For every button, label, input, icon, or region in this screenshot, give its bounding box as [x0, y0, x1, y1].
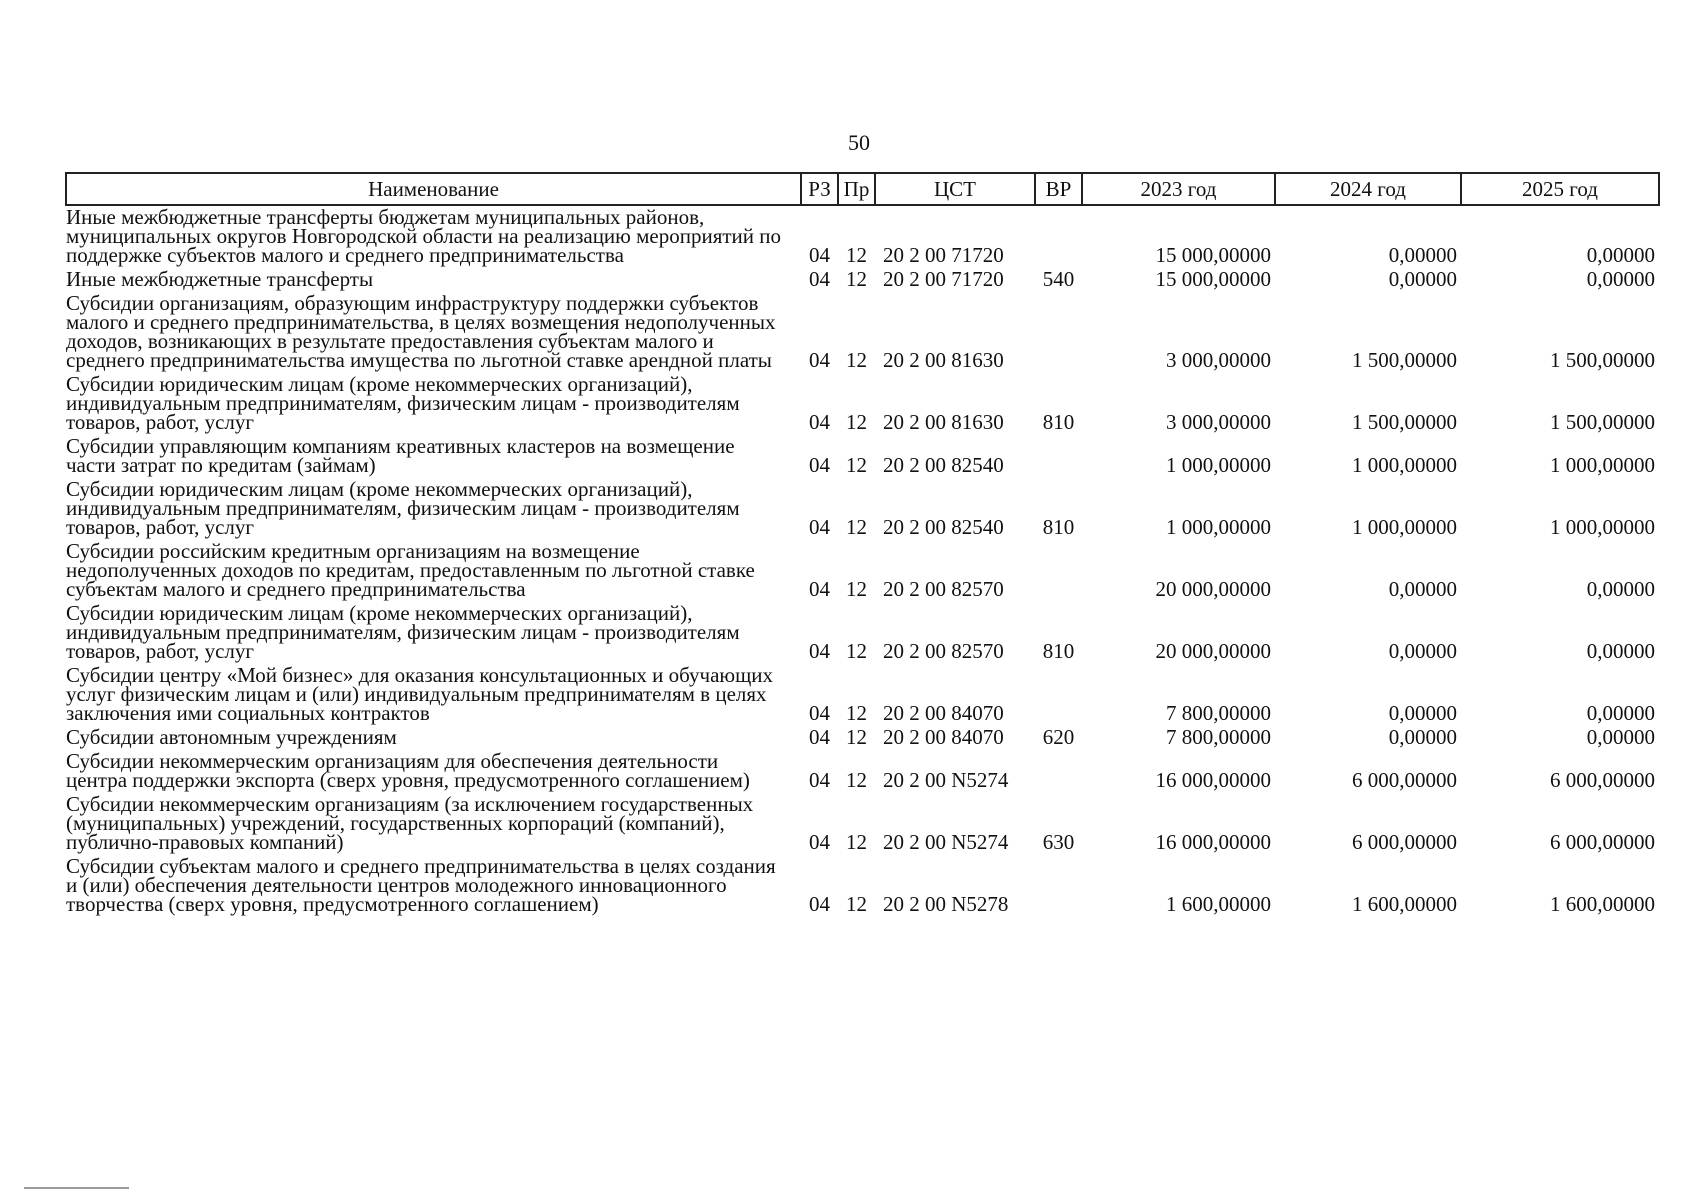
cell-year-2025: 6 000,00000: [1550, 768, 1655, 792]
cell-year-2023: 7 800,00000: [1166, 725, 1271, 749]
cell-cst: 20 2 00 81630: [883, 348, 1004, 372]
cell-rz: 04: [809, 453, 830, 477]
cell-pr: 12: [846, 639, 867, 663]
header-row: [66, 173, 1659, 205]
cell-cst: 20 2 00 84070: [883, 725, 1004, 749]
cell-name: Субсидии юридическим лицам (кроме некоммерческих организаций), индивидуальным предпринимателям, физическим лицам - производителям товаров, работ, услуг: [66, 372, 740, 434]
cell-year-2024: 6 000,00000: [1352, 830, 1457, 854]
cell-rz: 04: [809, 243, 830, 267]
cell-cst: 20 2 00 71720: [883, 243, 1004, 267]
cell-cst: 20 2 00 N5274: [883, 830, 1009, 854]
table-row: [66, 373, 1659, 435]
cell-pr: 12: [846, 892, 867, 916]
cell-pr: 12: [846, 410, 867, 434]
cell-year-2023: 3 000,00000: [1166, 410, 1271, 434]
cell-cst: 20 2 00 82540: [883, 515, 1004, 539]
cell-vr: 630: [1042, 830, 1075, 854]
cell-year-2023: 20 000,00000: [1155, 577, 1271, 601]
cell-pr: 12: [846, 577, 867, 601]
cell-year-2024: 0,00000: [1388, 639, 1457, 663]
cell-pr: 12: [846, 267, 867, 291]
cell-year-2025: 0,00000: [1586, 243, 1655, 267]
cell-rz: 04: [809, 348, 830, 372]
cell-year-2024: 1 000,00000: [1352, 453, 1457, 477]
cell-year-2025: 1 600,00000: [1550, 892, 1655, 916]
cell-name: Субсидии субъектам малого и среднего предпринимательства в целях создания и (или) обеспечения деятельности центров молодежного инновационного творчества (сверх уровня, предусмотренного соглашением): [66, 854, 776, 916]
cell-year-2024: 0,00000: [1388, 701, 1457, 725]
cell-year-2023: 3 000,00000: [1166, 348, 1271, 372]
cell-year-2024: 0,00000: [1388, 725, 1457, 749]
table-row: [66, 750, 1659, 793]
header-rz: РЗ: [801, 173, 838, 205]
cell-year-2025: 1 500,00000: [1550, 410, 1655, 434]
cell-name: Субсидии некоммерческим организациям для обеспечения деятельности центра поддержки экспорта (сверх уровня, предусмотренного соглашением): [66, 749, 750, 792]
header-name: Наименование: [66, 173, 801, 205]
cell-year-2023: 20 000,00000: [1155, 639, 1271, 663]
cell-year-2025: 1 000,00000: [1550, 515, 1655, 539]
cell-name: Субсидии автономным учреждениям: [66, 725, 397, 749]
cell-name: Иные межбюджетные трансферты бюджетам муниципальных районов, муниципальных округов Новгородской области на реализацию мероприятий по поддержке субъектов малого и среднего предпринимательства: [66, 205, 781, 267]
cell-pr: 12: [846, 701, 867, 725]
cell-rz: 04: [809, 577, 830, 601]
cell-rz: 04: [809, 768, 830, 792]
table-row: [66, 793, 1659, 855]
cell-name: Субсидии центру «Мой бизнес» для оказания консультационных и обучающих услуг физическим лицам и (или) индивидуальным предпринимателям в целях заключения ими социальных контрактов: [66, 663, 774, 725]
cell-vr: 810: [1042, 515, 1075, 539]
table-body: [66, 205, 1659, 917]
cell-year-2023: 16 000,00000: [1155, 830, 1271, 854]
cell-pr: 12: [846, 830, 867, 854]
header-year-2024: 2024 год: [1275, 173, 1461, 205]
cell-cst: 20 2 00 71720: [883, 267, 1004, 291]
cell-cst: 20 2 00 81630: [883, 410, 1004, 434]
cell-year-2024: 1 000,00000: [1352, 515, 1457, 539]
cell-vr: 620: [1042, 725, 1075, 749]
budget-table: [65, 172, 1660, 917]
cell-pr: 12: [846, 348, 867, 372]
cell-rz: 04: [809, 639, 830, 663]
cell-year-2025: 0,00000: [1586, 639, 1655, 663]
cell-year-2023: 15 000,00000: [1155, 267, 1271, 291]
header-year-2023: 2023 год: [1082, 173, 1275, 205]
cell-rz: 04: [809, 410, 830, 434]
cell-vr: [1035, 855, 1082, 917]
table-row: [66, 726, 1659, 750]
cell-name: Субсидии российским кредитным организациям на возмещение недополученных доходов по кредитам, предоставленным по льготной ставке субъектам малого и среднего предпринимательства: [66, 539, 755, 601]
cell-year-2024: 0,00000: [1388, 267, 1457, 291]
cell-cst: 20 2 00 84070: [883, 701, 1004, 725]
cell-year-2024: 6 000,00000: [1352, 768, 1457, 792]
table-row: [66, 478, 1659, 540]
table-row: [66, 664, 1659, 726]
table-row: [66, 540, 1659, 602]
header-pr: Пр: [838, 173, 875, 205]
table-row: [66, 268, 1659, 292]
cell-vr: 810: [1042, 639, 1075, 663]
cell-name: Субсидии организациям, образующим инфраструктуру поддержки субъектов малого и среднего предпринимательства, в целях возмещения недополученных доходов, возникающих в результате предоставления субъектам малого и среднего предпринимательства имущества по льготной ставке арендной платы: [66, 291, 776, 372]
header-year-2025: 2025 год: [1461, 173, 1659, 205]
cell-vr: 540: [1042, 267, 1075, 291]
cell-cst: 20 2 00 82570: [883, 639, 1004, 663]
cell-vr: [1035, 664, 1082, 726]
cell-name: Субсидии юридическим лицам (кроме некоммерческих организаций), индивидуальным предпринимателям, физическим лицам - производителям товаров, работ, услуг: [66, 601, 740, 663]
cell-year-2025: 6 000,00000: [1550, 830, 1655, 854]
cell-pr: 12: [846, 725, 867, 749]
cell-name: Субсидии юридическим лицам (кроме некоммерческих организаций), индивидуальным предпринимателям, физическим лицам - производителям товаров, работ, услуг: [66, 477, 740, 539]
page-number: 50: [848, 130, 870, 155]
cell-vr: [1035, 540, 1082, 602]
cell-year-2024: 0,00000: [1388, 243, 1457, 267]
cell-name: Субсидии некоммерческим организациям (за исключением государственных (муниципальных) учреждений, государственных корпораций (компаний), публично-правовых компаний): [66, 792, 754, 854]
cell-year-2025: 0,00000: [1586, 267, 1655, 291]
cell-year-2025: 0,00000: [1586, 577, 1655, 601]
cell-vr: [1035, 292, 1082, 373]
cell-pr: 12: [846, 243, 867, 267]
cell-vr: [1035, 205, 1082, 268]
cell-year-2025: 0,00000: [1586, 701, 1655, 725]
cell-name: Иные межбюджетные трансферты: [66, 267, 374, 291]
cell-vr: [1035, 750, 1082, 793]
table-header: [66, 173, 1659, 205]
cell-year-2024: 1 500,00000: [1352, 410, 1457, 434]
cell-rz: 04: [809, 892, 830, 916]
cell-cst: 20 2 00 N5278: [883, 892, 1009, 916]
cell-year-2025: 1 000,00000: [1550, 453, 1655, 477]
cell-vr: 810: [1042, 410, 1075, 434]
cell-year-2024: 1 500,00000: [1352, 348, 1457, 372]
cell-cst: 20 2 00 82570: [883, 577, 1004, 601]
header-cst: ЦСТ: [875, 173, 1035, 205]
table-row: [66, 205, 1659, 268]
cell-year-2023: 7 800,00000: [1166, 701, 1271, 725]
cell-rz: 04: [809, 515, 830, 539]
scan-artifact-line: [24, 1187, 129, 1189]
header-vr: ВР: [1035, 173, 1082, 205]
cell-rz: 04: [809, 725, 830, 749]
cell-cst: 20 2 00 82540: [883, 453, 1004, 477]
cell-cst: 20 2 00 N5274: [883, 768, 1009, 792]
table-row: [66, 292, 1659, 373]
cell-year-2023: 1 000,00000: [1166, 515, 1271, 539]
cell-year-2025: 0,00000: [1586, 725, 1655, 749]
cell-rz: 04: [809, 267, 830, 291]
cell-rz: 04: [809, 830, 830, 854]
cell-name: Субсидии управляющим компаниям креативных кластеров на возмещение части затрат по кредитам (займам): [66, 434, 735, 477]
cell-year-2023: 1 600,00000: [1166, 892, 1271, 916]
table-row: [66, 602, 1659, 664]
cell-year-2023: 15 000,00000: [1155, 243, 1271, 267]
cell-year-2023: 1 000,00000: [1166, 453, 1271, 477]
cell-pr: 12: [846, 515, 867, 539]
cell-year-2025: 1 500,00000: [1550, 348, 1655, 372]
cell-pr: 12: [846, 768, 867, 792]
table-row: [66, 855, 1659, 917]
cell-year-2023: 16 000,00000: [1155, 768, 1271, 792]
cell-pr: 12: [846, 453, 867, 477]
table-row: [66, 435, 1659, 478]
cell-vr: [1035, 435, 1082, 478]
cell-year-2024: 0,00000: [1388, 577, 1457, 601]
cell-rz: 04: [809, 701, 830, 725]
cell-year-2024: 1 600,00000: [1352, 892, 1457, 916]
